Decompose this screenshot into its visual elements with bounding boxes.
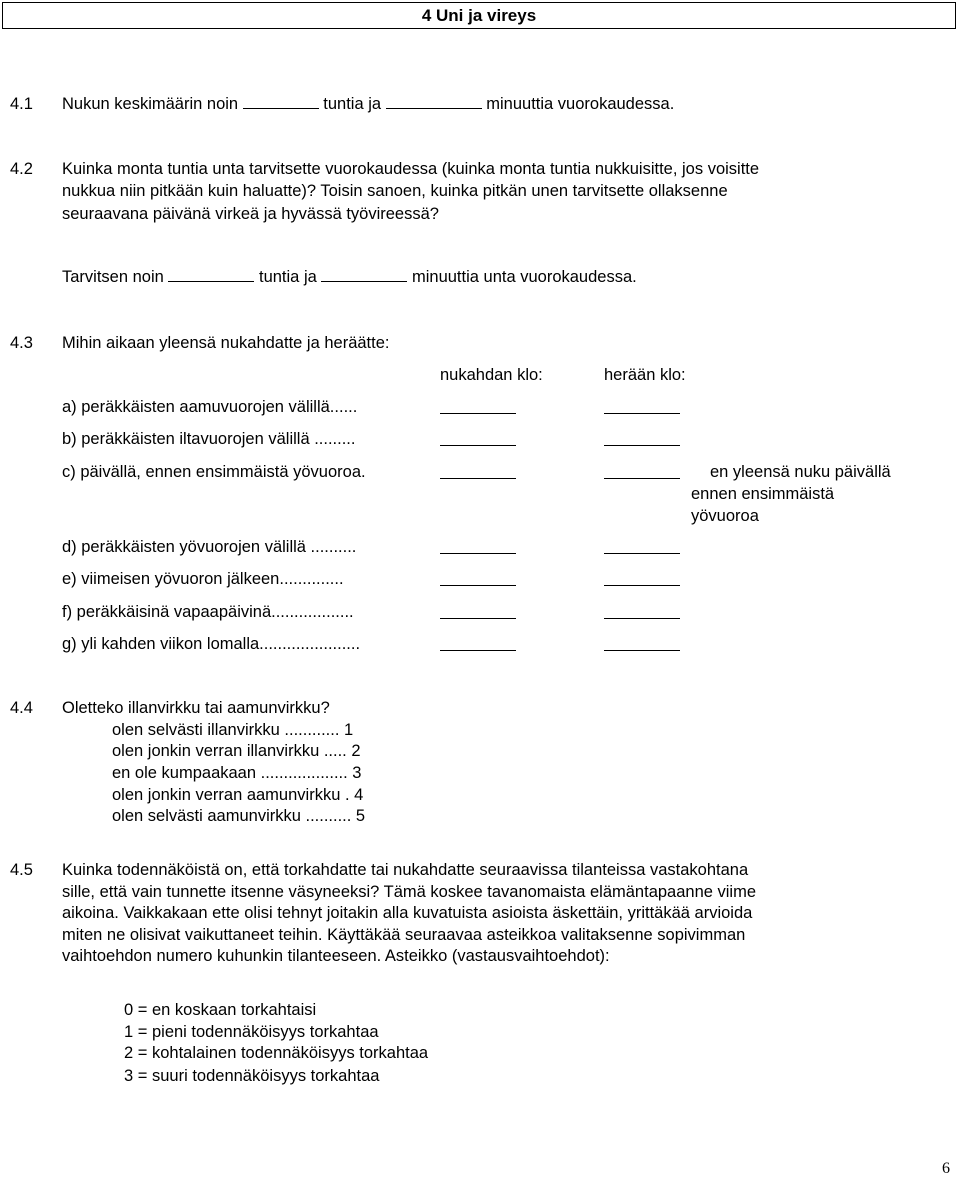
q44-number: 4.4: [10, 699, 33, 717]
q43-row-d: d) peräkkäisten yövuorojen välillä ..........: [62, 538, 357, 556]
q43-row-c-sleep-blank[interactable]: [440, 478, 516, 479]
q43-row-e-sleep-blank[interactable]: [440, 585, 516, 586]
q42-minutes-blank[interactable]: [321, 267, 407, 282]
q44-option-1[interactable]: olen selvästi illanvirkku ............ 1: [112, 721, 354, 739]
q41-hours-blank[interactable]: [243, 94, 319, 109]
q43-row-d-wake-blank[interactable]: [604, 553, 680, 554]
q45-scale-3: 3 = suuri todennäköisyys torkahtaa: [124, 1067, 380, 1085]
q43-number: 4.3: [10, 334, 33, 352]
q42-line3: seuraavana päivänä virkeä ja hyvässä työvireessä?: [62, 205, 439, 223]
q43-question: Mihin aikaan yleensä nukahdatte ja heräätte:: [62, 334, 390, 352]
q45-line5: vaihtoehdon numero kuhunkin tilanteeseen. Asteikko (vastausvaihtoehdot):: [62, 947, 610, 965]
q45-number: 4.5: [10, 861, 33, 879]
q43-row-b-wake-blank[interactable]: [604, 445, 680, 446]
q43-note-line1: en yleensä nuku päivällä: [710, 463, 891, 481]
q43-row-c: c) päivällä, ennen ensimmäistä yövuoroa.: [62, 463, 366, 481]
q41-part3: minuuttia vuorokaudessa.: [486, 95, 675, 113]
q43-row-f-wake-blank[interactable]: [604, 618, 680, 619]
q44-option-3[interactable]: en ole kumpaakaan ................... 3: [112, 764, 362, 782]
q45-line3: aikoina. Vaikkakaan ette olisi tehnyt joitakin alla kuvatuista asioista äskettäin, yrittäkää arvioida: [62, 904, 753, 922]
q43-row-d-sleep-blank[interactable]: [440, 553, 516, 554]
q42-answer-part3: minuuttia unta vuorokaudessa.: [411, 268, 637, 286]
q45-line4: miten ne olisivat vaikuttaneet teihin. Käyttäkää seuraavaa asteikkoa valitaksenne sopivimman: [62, 926, 746, 944]
q43-row-b-sleep-blank[interactable]: [440, 445, 516, 446]
q43-row-b: b) peräkkäisten iltavuorojen välillä .........: [62, 430, 356, 448]
q44-question: Oletteko illanvirkku tai aamunvirkku?: [62, 699, 330, 717]
q41-text: [62, 93, 674, 115]
q45-scale-0: 0 = en koskaan torkahtaisi: [124, 1001, 317, 1019]
q42-line2: nukkua niin pitkään kuin haluatte)? Toisin sanoen, kuinka pitkän unen tarvitsette ollaksenne: [62, 182, 728, 200]
q43-row-c-wake-blank[interactable]: [604, 478, 680, 479]
q43-row-e: e) viimeisen yövuoron jälkeen..............: [62, 570, 344, 588]
q42-hours-blank[interactable]: [168, 267, 254, 282]
q43-row-a-wake-blank[interactable]: [604, 413, 680, 414]
q42-answer: [62, 266, 637, 288]
q42-number: 4.2: [10, 160, 33, 178]
q45-scale-2: 2 = kohtalainen todennäköisyys torkahtaa: [124, 1044, 429, 1062]
q43-row-g: g) yli kahden viikon lomalla......................: [62, 635, 361, 653]
q42-answer-part2: tuntia ja: [259, 268, 317, 286]
q43-note-line2: ennen ensimmäistä: [691, 485, 835, 503]
q44-option-5[interactable]: olen selvästi aamunvirkku .......... 5: [112, 807, 366, 825]
q45-scale-1: 1 = pieni todennäköisyys torkahtaa: [124, 1023, 379, 1041]
q41-part1: Nukun keskimäärin noin: [62, 95, 239, 113]
page-number: 6: [942, 1160, 950, 1177]
q44-option-4[interactable]: olen jonkin verran aamunvirkku . 4: [112, 786, 364, 804]
q41-number: 4.1: [10, 95, 33, 113]
q43-row-a: a) peräkkäisten aamuvuorojen välillä......: [62, 398, 358, 416]
section-header: 4 Uni ja vireys: [2, 2, 956, 29]
q41-minutes-blank[interactable]: [386, 94, 482, 109]
q43-row-f: f) peräkkäisinä vapaapäivinä..................: [62, 603, 354, 621]
q42-answer-part1: Tarvitsen noin: [62, 268, 164, 286]
q45-line2: sille, että vain tunnette itsenne väsyneeksi? Tämä koskee tavanomaista elämäntapaanne viime: [62, 883, 757, 901]
q43-row-a-sleep-blank[interactable]: [440, 413, 516, 414]
q43-col-wake: herään klo:: [604, 366, 686, 384]
q45-line1: Kuinka todennäköistä on, että torkahdatte tai nukahdatte seuraavissa tilanteissa vastakohtana: [62, 861, 749, 879]
q43-row-g-wake-blank[interactable]: [604, 650, 680, 651]
q43-col-sleep: nukahdan klo:: [440, 366, 543, 384]
q41-part2: tuntia ja: [323, 95, 382, 113]
q43-row-e-wake-blank[interactable]: [604, 585, 680, 586]
q43-note-line3: yövuoroa: [691, 507, 759, 525]
q42-line1: Kuinka monta tuntia unta tarvitsette vuorokaudessa (kuinka monta tuntia nukkuisitte, jos voisitte: [62, 160, 760, 178]
q43-row-f-sleep-blank[interactable]: [440, 618, 516, 619]
q43-row-g-sleep-blank[interactable]: [440, 650, 516, 651]
q44-option-2[interactable]: olen jonkin verran illanvirkku ..... 2: [112, 742, 361, 760]
